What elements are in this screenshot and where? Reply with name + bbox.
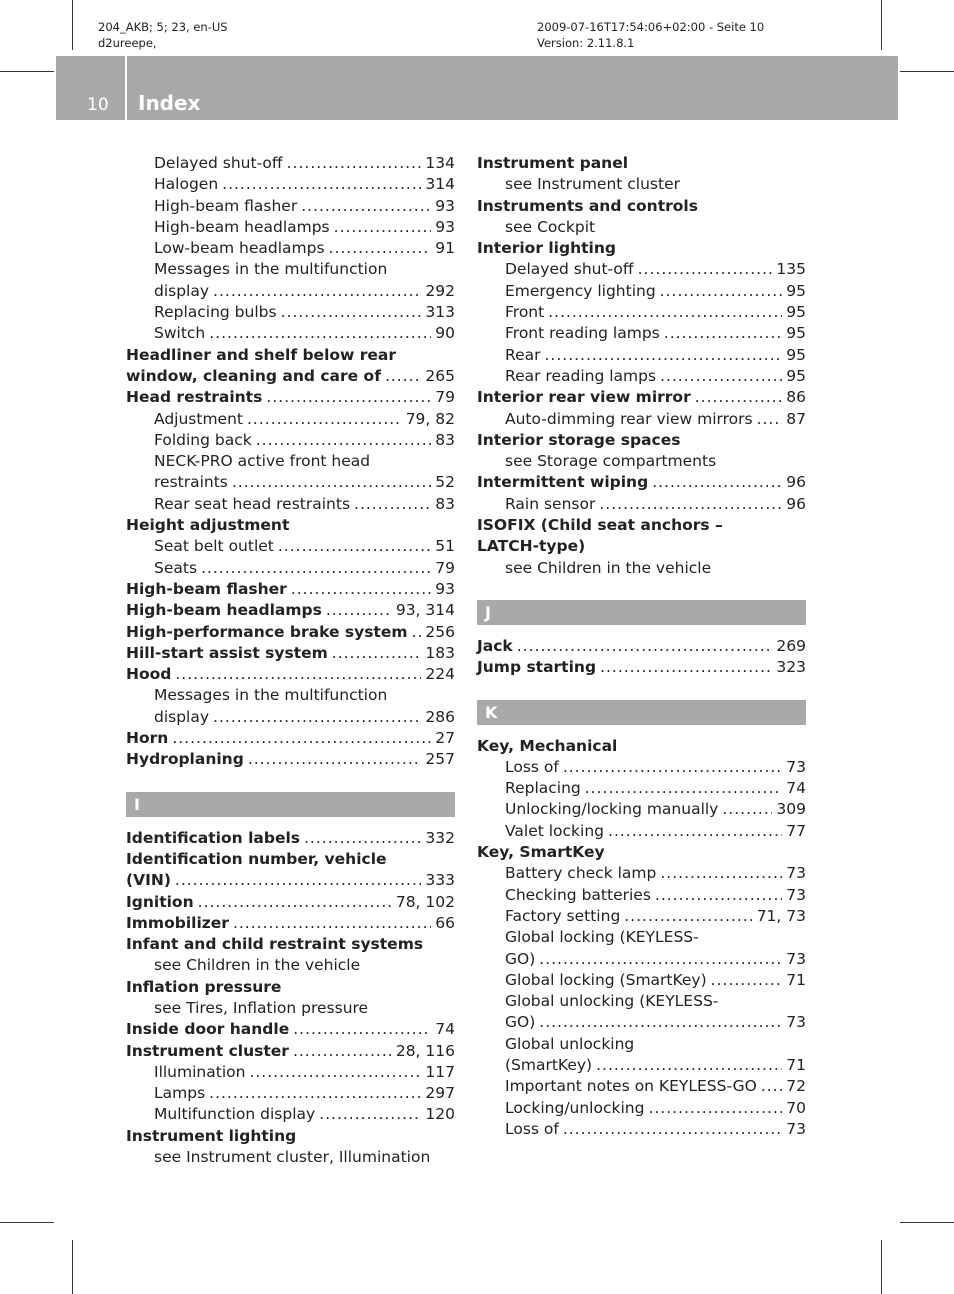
entry-text: Important notes on KEYLESS-GO <box>505 1077 757 1096</box>
crop-mark <box>72 1240 73 1294</box>
dot-leader <box>354 494 431 515</box>
entry-text: Auto-dimming rear view mirrors <box>505 409 753 428</box>
page-reference: 91 <box>435 239 455 258</box>
entry-text: Rear reading lamps <box>505 366 657 385</box>
index-entry <box>126 664 455 685</box>
entry-text: display <box>154 707 210 726</box>
crop-mark <box>900 1222 954 1223</box>
dot-leader <box>329 238 432 259</box>
dot-leader <box>722 799 772 820</box>
page-reference: 79 <box>435 558 455 577</box>
entry-text: Loss of <box>505 757 559 776</box>
dot-leader <box>624 906 752 927</box>
crop-mark <box>0 1222 54 1223</box>
index-entry <box>126 749 455 770</box>
dot-leader <box>293 1019 431 1040</box>
entry-text: Ignition <box>126 892 194 911</box>
entry-text: Factory setting <box>505 906 621 925</box>
index-heading: Interior storage spaces <box>477 430 681 449</box>
page-reference: 27 <box>435 729 455 748</box>
page-reference: 83 <box>435 494 455 513</box>
page-reference: 72 <box>786 1077 806 1096</box>
header-divider <box>125 56 127 120</box>
entry-text: Jack <box>477 636 513 655</box>
page-reference: 28, 116 <box>395 1041 455 1060</box>
index-subentry <box>126 494 455 515</box>
index-subentry <box>477 366 806 387</box>
entry-text: Intermittent wiping <box>477 473 649 492</box>
index-heading: Headliner and shelf below rear <box>126 345 397 364</box>
index-heading: Infant and child restraint systems <box>126 935 424 954</box>
index-entry <box>126 913 455 934</box>
entry-text: Rear seat head restraints <box>154 494 351 513</box>
entry-text: Low-beam headlamps <box>154 239 325 258</box>
dot-leader <box>266 387 431 408</box>
entry-text: Valet locking <box>505 821 605 840</box>
index-subentry <box>126 323 455 344</box>
index-heading: Inflation pressure <box>126 977 282 996</box>
dot-leader <box>412 622 422 643</box>
index-entry <box>126 622 455 643</box>
entry-text: Global locking (SmartKey) <box>505 970 707 989</box>
meta-version: Version: 2.11.8.1 <box>537 36 635 50</box>
page-reference: 95 <box>786 366 806 385</box>
meta-job-id: 204_AKB; 5; 23, en-US <box>98 20 228 34</box>
index-subentry <box>477 1098 806 1119</box>
page-reference: 86 <box>786 388 806 407</box>
dot-leader <box>175 664 421 685</box>
section-header-j: J <box>477 600 806 625</box>
index-subentry <box>477 302 806 323</box>
page-reference: 313 <box>425 303 455 322</box>
page-reference: 95 <box>786 345 806 364</box>
dot-leader <box>334 217 432 238</box>
meta-user: d2ureepe, <box>98 36 157 50</box>
dot-leader <box>281 302 422 323</box>
page-number: 10 <box>87 95 109 115</box>
page-reference: 117 <box>425 1062 455 1081</box>
dot-leader <box>213 281 421 302</box>
page-reference: 73 <box>786 1119 806 1138</box>
dot-leader <box>304 828 421 849</box>
entry-text: Hill-start assist system <box>126 643 328 662</box>
page-reference: 73 <box>786 1013 806 1032</box>
page-reference: 224 <box>425 665 455 684</box>
index-subentry <box>477 1119 806 1140</box>
page-reference: 333 <box>425 871 455 890</box>
print-meta-right <box>537 19 764 51</box>
page-reference: 95 <box>786 324 806 343</box>
page-reference: 269 <box>776 636 806 655</box>
index-subentry <box>126 707 455 728</box>
entry-text: Delayed shut-off <box>505 260 634 279</box>
dot-leader <box>209 1083 421 1104</box>
page-reference: 66 <box>435 913 455 932</box>
dot-leader <box>548 302 782 323</box>
page-reference: 323 <box>776 658 806 677</box>
index-entry <box>126 1041 455 1062</box>
page-reference: 95 <box>786 303 806 322</box>
index-subentry: see Instrument cluster <box>505 175 680 194</box>
index-subentry: Messages in the multifunction <box>154 686 388 705</box>
dot-leader <box>232 472 431 493</box>
index-subentry <box>477 494 806 515</box>
page-reference: 314 <box>425 175 455 194</box>
index-entry <box>126 870 455 891</box>
index-subentry <box>477 281 806 302</box>
entry-text: Interior rear view mirror <box>477 388 691 407</box>
index-entry <box>126 579 455 600</box>
entry-text: Lamps <box>154 1084 206 1103</box>
entry-text: Delayed shut-off <box>154 154 283 172</box>
page-reference: 257 <box>425 750 455 769</box>
index-subentry <box>126 1083 455 1104</box>
dot-leader <box>332 643 422 664</box>
section-header-k: K <box>477 700 806 725</box>
index-subentry <box>477 345 806 366</box>
page-reference: 71 <box>786 970 806 989</box>
page-reference: 96 <box>786 494 806 513</box>
dot-leader <box>213 707 421 728</box>
entry-text: Replacing bulbs <box>154 303 277 322</box>
page-reference: 51 <box>435 537 455 556</box>
index-subentry: Global unlocking (KEYLESS- <box>505 992 719 1011</box>
page-reference: 292 <box>425 281 455 300</box>
index-subentry: Messages in the multifunction <box>154 260 388 279</box>
entry-text: Seats <box>154 558 198 577</box>
dot-leader <box>201 558 431 579</box>
entry-text: Halogen <box>154 175 219 194</box>
index-entry <box>126 643 455 664</box>
dot-leader <box>222 174 421 195</box>
dot-leader <box>660 366 782 387</box>
index-subentry <box>477 1076 806 1097</box>
entry-text: Multifunction display <box>154 1105 316 1124</box>
index-entry <box>126 828 455 849</box>
index-column-left <box>126 153 455 1168</box>
entry-text: Rear <box>505 345 541 364</box>
entry-text: High-beam flasher <box>154 196 298 215</box>
print-meta-left <box>98 19 228 51</box>
entry-text: High-beam headlamps <box>154 217 330 236</box>
page-reference: 256 <box>425 622 455 641</box>
index-heading: Identification number, vehicle <box>126 849 387 868</box>
page-reference: 83 <box>435 430 455 449</box>
page-reference: 77 <box>786 821 806 840</box>
page-reference: 265 <box>425 366 455 385</box>
index-subentry <box>477 1055 806 1076</box>
dot-leader <box>638 259 773 280</box>
entry-text: GO) <box>505 1013 536 1032</box>
crop-mark <box>0 71 54 72</box>
index-entry <box>126 600 455 621</box>
dot-leader <box>175 870 422 891</box>
entry-text: Loss of <box>505 1119 559 1138</box>
index-subentry <box>126 217 455 238</box>
page-reference: 332 <box>425 828 455 847</box>
page-reference: 79, 82 <box>405 409 455 428</box>
page-reference: 309 <box>776 800 806 819</box>
entry-text: Hood <box>126 665 172 684</box>
entry-text: High-beam headlamps <box>126 601 322 620</box>
entry-text: Hydroplaning <box>126 750 244 769</box>
entry-text: Locking/unlocking <box>505 1098 645 1117</box>
page-reference: 297 <box>425 1084 455 1103</box>
entry-text: Instrument cluster <box>126 1041 289 1060</box>
index-subentry <box>126 281 455 302</box>
entry-text: Front reading lamps <box>505 324 660 343</box>
entry-text: display <box>154 281 210 300</box>
page-reference: 286 <box>425 707 455 726</box>
index-subentry: NECK-PRO active front head <box>154 452 371 471</box>
index-entry <box>126 728 455 749</box>
index-subentry: see Cockpit <box>505 217 596 236</box>
dot-leader <box>326 600 392 621</box>
index-subentry <box>126 302 455 323</box>
index-entry <box>126 387 455 408</box>
entry-text: Battery check lamp <box>505 864 657 883</box>
dot-leader <box>293 1041 392 1062</box>
index-subentry <box>477 970 806 991</box>
index-heading: Key, Mechanical <box>477 736 618 755</box>
index-subentry <box>477 906 806 927</box>
section-header-i: I <box>126 792 455 817</box>
crop-mark <box>900 71 954 72</box>
entry-text: Unlocking/locking manually <box>505 800 719 819</box>
entry-text: Rain sensor <box>505 494 596 513</box>
entry-text: Inside door handle <box>126 1020 290 1039</box>
entry-text: Emergency lighting <box>505 281 656 300</box>
entry-text: Head restraints <box>126 388 263 407</box>
dot-leader <box>248 749 422 770</box>
index-subentry <box>126 430 455 451</box>
dot-leader <box>233 913 431 934</box>
index-subentry: Global unlocking <box>505 1034 635 1053</box>
dot-leader <box>563 757 782 778</box>
entry-text: Illumination <box>154 1062 246 1081</box>
page-reference: 73 <box>786 885 806 904</box>
dot-leader <box>209 323 431 344</box>
crop-mark <box>881 1240 882 1294</box>
index-entry <box>477 636 806 657</box>
index-subentry: see Instrument cluster, Illumination <box>154 1148 431 1167</box>
index-heading: ISOFIX (Child seat anchors – <box>477 516 723 535</box>
dot-leader <box>757 409 783 430</box>
crop-mark <box>72 0 73 50</box>
entry-text: High-performance brake system <box>126 622 408 641</box>
dot-leader <box>599 494 782 515</box>
meta-timestamp: 2009-07-16T17:54:06+02:00 - Seite 10 <box>537 20 765 34</box>
index-subentry <box>477 323 806 344</box>
dot-leader <box>287 153 422 174</box>
dot-leader <box>660 863 782 884</box>
dot-leader <box>585 778 783 799</box>
index-heading: Instruments and controls <box>477 196 698 215</box>
page-reference: 78, 102 <box>395 892 455 911</box>
dot-leader <box>648 1098 782 1119</box>
index-subentry <box>477 821 806 842</box>
dot-leader <box>544 345 782 366</box>
index-subentry <box>477 799 806 820</box>
entry-text: GO) <box>505 949 536 968</box>
index-subentry <box>126 472 455 493</box>
page-reference: 73 <box>786 757 806 776</box>
index-entry <box>126 1019 455 1040</box>
dot-leader <box>385 366 421 387</box>
entry-text: (VIN) <box>126 871 171 890</box>
page-reference: 52 <box>435 473 455 492</box>
dot-leader <box>256 430 432 451</box>
dot-leader <box>247 409 402 430</box>
entry-text: High-beam flasher <box>126 579 287 598</box>
page-reference: 134 <box>425 154 455 172</box>
page-reference: 93 <box>435 196 455 215</box>
page-reference: 93, 314 <box>395 601 455 620</box>
index-subentry <box>126 174 455 195</box>
index-heading: Height adjustment <box>126 516 290 535</box>
entry-text: Checking batteries <box>505 885 651 904</box>
index-subentry <box>126 1062 455 1083</box>
dot-leader <box>596 1055 782 1076</box>
dot-leader <box>563 1119 782 1140</box>
index-heading: LATCH-type) <box>477 537 586 556</box>
dot-leader <box>664 323 783 344</box>
index-subentry <box>126 153 455 174</box>
entry-text: Immobilizer <box>126 913 229 932</box>
index-entry <box>477 472 806 493</box>
index-heading: Interior lighting <box>477 239 616 258</box>
dot-leader <box>652 472 782 493</box>
page-reference: 95 <box>786 281 806 300</box>
page-reference: 73 <box>786 864 806 883</box>
index-subentry <box>477 259 806 280</box>
index-heading: Key, SmartKey <box>477 843 605 862</box>
index-subentry <box>477 949 806 970</box>
crop-mark <box>881 0 882 50</box>
entry-text: Seat belt outlet <box>154 537 274 556</box>
entry-text: Switch <box>154 324 206 343</box>
dot-leader <box>711 970 783 991</box>
page-reference: 73 <box>786 949 806 968</box>
entry-text: Adjustment <box>154 409 243 428</box>
index-subentry <box>477 1012 806 1033</box>
dot-leader <box>249 1062 421 1083</box>
dot-leader <box>600 657 772 678</box>
index-heading: Instrument lighting <box>126 1126 297 1145</box>
dot-leader <box>655 885 782 906</box>
index-entry <box>126 366 455 387</box>
index-entry <box>126 892 455 913</box>
index-subentry: see Children in the vehicle <box>505 558 712 577</box>
index-subentry: Global locking (KEYLESS- <box>505 928 699 947</box>
page-reference: 71 <box>786 1055 806 1074</box>
index-subentry <box>126 409 455 430</box>
dot-leader <box>539 949 782 970</box>
index-subentry <box>126 238 455 259</box>
entry-text: restraints <box>154 473 228 492</box>
index-subentry <box>126 558 455 579</box>
index-subentry: see Children in the vehicle <box>154 956 361 975</box>
dot-leader <box>539 1012 782 1033</box>
page-reference: 79 <box>435 388 455 407</box>
page-reference: 93 <box>435 579 455 598</box>
dot-leader <box>517 636 773 657</box>
index-subentry <box>126 196 455 217</box>
index-subentry <box>126 1104 455 1125</box>
dot-leader <box>761 1076 782 1097</box>
entry-text: window, cleaning and care of <box>126 366 381 385</box>
index-subentry <box>477 885 806 906</box>
dot-leader <box>291 579 431 600</box>
page-reference: 183 <box>425 643 455 662</box>
index-heading: Instrument panel <box>477 154 629 172</box>
entry-text: Folding back <box>154 430 252 449</box>
index-subentry: see Tires, Inflation pressure <box>154 998 369 1017</box>
entry-text: Front <box>505 303 545 322</box>
entry-text: (SmartKey) <box>505 1055 593 1074</box>
index-subentry: see Storage compartments <box>505 452 717 471</box>
dot-leader <box>695 387 783 408</box>
index-column-right <box>477 153 806 1140</box>
entry-text: Horn <box>126 729 169 748</box>
entry-text: Jump starting <box>477 658 597 677</box>
index-subentry <box>477 778 806 799</box>
page-reference: 70 <box>786 1098 806 1117</box>
dot-leader <box>608 821 782 842</box>
page-reference: 74 <box>786 779 806 798</box>
page-reference: 120 <box>425 1105 455 1124</box>
dot-leader <box>301 196 431 217</box>
page-reference: 71, 73 <box>756 906 806 925</box>
entry-text: Replacing <box>505 779 581 798</box>
dot-leader <box>198 892 392 913</box>
dot-leader <box>660 281 783 302</box>
page-reference: 90 <box>435 324 455 343</box>
dot-leader <box>172 728 431 749</box>
index-entry <box>477 657 806 678</box>
entry-text: Identification labels <box>126 828 300 847</box>
index-subentry <box>126 536 455 557</box>
page-reference: 93 <box>435 217 455 236</box>
page-reference: 87 <box>786 409 806 428</box>
page-title: Index <box>138 91 201 115</box>
page-reference: 135 <box>776 260 806 279</box>
index-subentry <box>477 409 806 430</box>
index-entry <box>477 387 806 408</box>
dot-leader <box>278 536 431 557</box>
page-reference: 96 <box>786 473 806 492</box>
dot-leader <box>319 1104 421 1125</box>
index-subentry <box>477 863 806 884</box>
page-reference: 74 <box>435 1020 455 1039</box>
index-subentry <box>477 757 806 778</box>
